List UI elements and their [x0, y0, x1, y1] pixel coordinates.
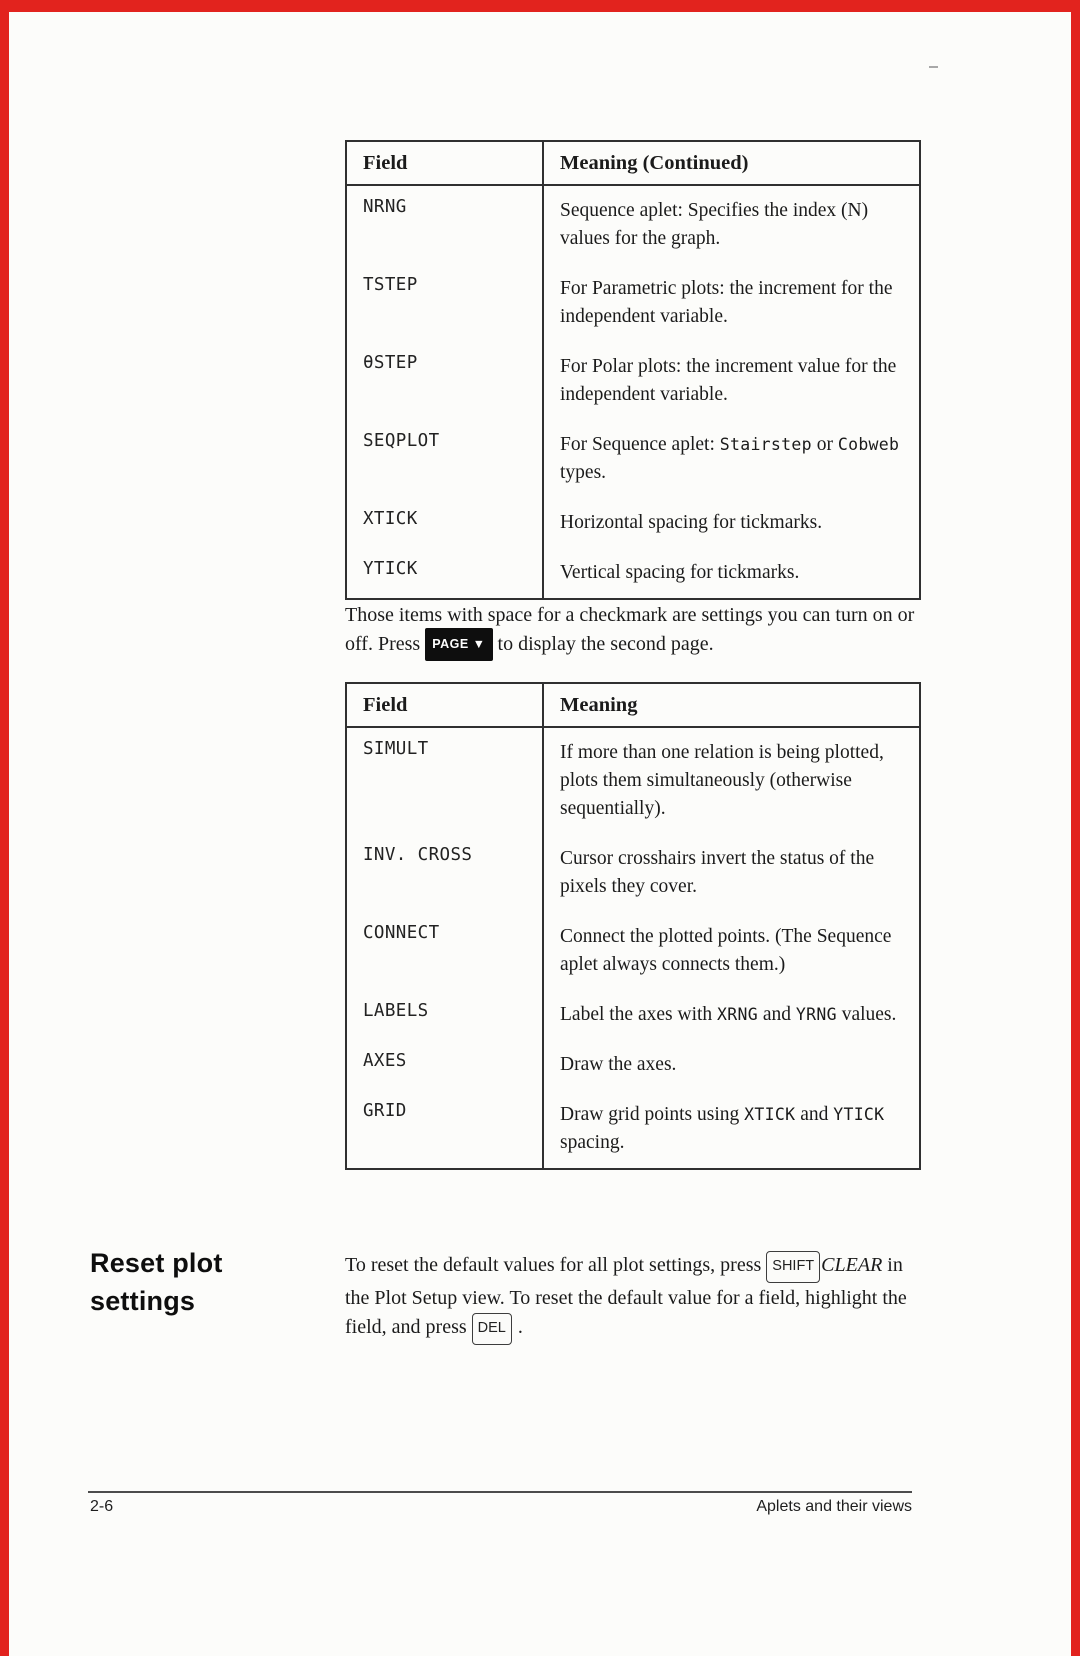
field-name: TSTEP — [363, 275, 418, 295]
field-cell — [347, 990, 544, 1040]
inline-code: Stairstep — [719, 435, 812, 454]
inline-code: Cobweb — [837, 435, 900, 454]
page-down-softkey-badge: PAGE ▼ — [425, 628, 492, 662]
field-name: AXES — [363, 1051, 407, 1071]
table-row — [347, 912, 919, 990]
header-cell-field: Field — [347, 684, 544, 726]
italic-text: CLEAR — [821, 1254, 883, 1276]
heading-line-1: Reset plot — [90, 1248, 223, 1278]
meaning-cell: Cursor crosshairs invert the status of the pixels they cover. — [560, 848, 875, 897]
field-cell — [347, 498, 544, 548]
meaning-cell: For Parametric plots: the increment for the independent variable. — [560, 278, 893, 327]
field-name: NRNG — [363, 197, 407, 217]
meaning-cell: For Polar plots: the increment value for the independent variable. — [560, 356, 897, 405]
field-cell — [347, 420, 544, 498]
inline-code: XRNG — [717, 1005, 758, 1024]
scan-artifact-dash — [929, 66, 938, 68]
table-row — [347, 342, 919, 420]
plot-fields-table-page2 — [345, 682, 921, 1170]
meaning-cell: Horizontal spacing for tickmarks. — [560, 512, 823, 533]
table-row — [347, 186, 919, 264]
table-row — [347, 728, 919, 834]
footer-rule — [88, 1491, 912, 1493]
table-header-row — [347, 142, 919, 186]
checkmark-note-paragraph: Those items with space for a checkmark are settings you can turn on or off. Press PAGE ▼ to display the second page. — [345, 601, 925, 663]
table-row — [347, 548, 919, 598]
book-edge-left — [0, 0, 9, 1656]
reset-note-paragraph: To reset the default values for all plot settings, press SHIFT CLEAR in the Plot Setup view. To reset the default value for a field, highlight the field, and press DEL . — [345, 1251, 923, 1346]
plot-fields-table-continued — [345, 140, 921, 600]
meaning-cell: Label the axes with XRNG and YRNG values. — [560, 1004, 897, 1025]
field-name: SIMULT — [363, 739, 429, 759]
meaning-cell: Connect the plotted points. (The Sequence aplet always connects them.) — [560, 926, 892, 975]
field-name: SEQPLOT — [363, 431, 440, 451]
table-header-row — [347, 684, 919, 728]
field-name: θSTEP — [363, 353, 418, 373]
table-row — [347, 990, 919, 1040]
keycap-shift: SHIFT — [766, 1251, 820, 1283]
section-heading-reset-plot-settings — [90, 1244, 223, 1320]
table-row — [347, 1090, 919, 1168]
field-cell — [347, 548, 544, 598]
field-name: CONNECT — [363, 923, 440, 943]
heading-line-2: settings — [90, 1286, 196, 1316]
meaning-cell: Sequence aplet: Specifies the index (N) values for the graph. — [560, 200, 869, 249]
page-number: 2-6 — [90, 1498, 114, 1515]
field-name: LABELS — [363, 1001, 429, 1021]
inline-code: XTICK — [744, 1105, 796, 1124]
book-edge-top — [0, 0, 1080, 12]
field-cell — [347, 1090, 544, 1168]
table-row — [347, 498, 919, 548]
field-name: YTICK — [363, 559, 418, 579]
table-row — [347, 834, 919, 912]
field-name: GRID — [363, 1101, 407, 1121]
field-cell — [347, 342, 544, 420]
field-name: XTICK — [363, 509, 418, 529]
field-cell — [347, 728, 544, 834]
field-cell — [347, 912, 544, 990]
field-cell — [347, 834, 544, 912]
keycap-del: DEL — [472, 1313, 512, 1345]
meaning-cell: Draw the axes. — [560, 1054, 677, 1075]
field-cell — [347, 264, 544, 342]
footer-chapter-title: Aplets and their views — [756, 1498, 912, 1515]
meaning-cell: Vertical spacing for tickmarks. — [560, 562, 800, 583]
inline-code: YRNG — [795, 1005, 837, 1024]
table-row — [347, 420, 919, 498]
book-edge-right — [1071, 0, 1080, 1656]
field-cell — [347, 186, 544, 264]
header-cell-meaning: Meaning — [560, 694, 638, 716]
table-row — [347, 1040, 919, 1090]
inline-code: YTICK — [833, 1105, 885, 1124]
field-cell — [347, 1040, 544, 1090]
header-cell-meaning: Meaning (Continued) — [560, 152, 749, 174]
table-row — [347, 264, 919, 342]
field-name: INV. CROSS — [363, 845, 473, 865]
meaning-cell: If more than one relation is being plotted, plots them simultaneously (otherwise sequentially). — [560, 742, 884, 819]
meaning-cell: Draw grid points using XTICK and YTICK spacing. — [560, 1104, 885, 1153]
meaning-cell: For Sequence aplet: Stairstep or Cobweb types. — [560, 434, 900, 483]
header-cell-field: Field — [347, 142, 544, 184]
